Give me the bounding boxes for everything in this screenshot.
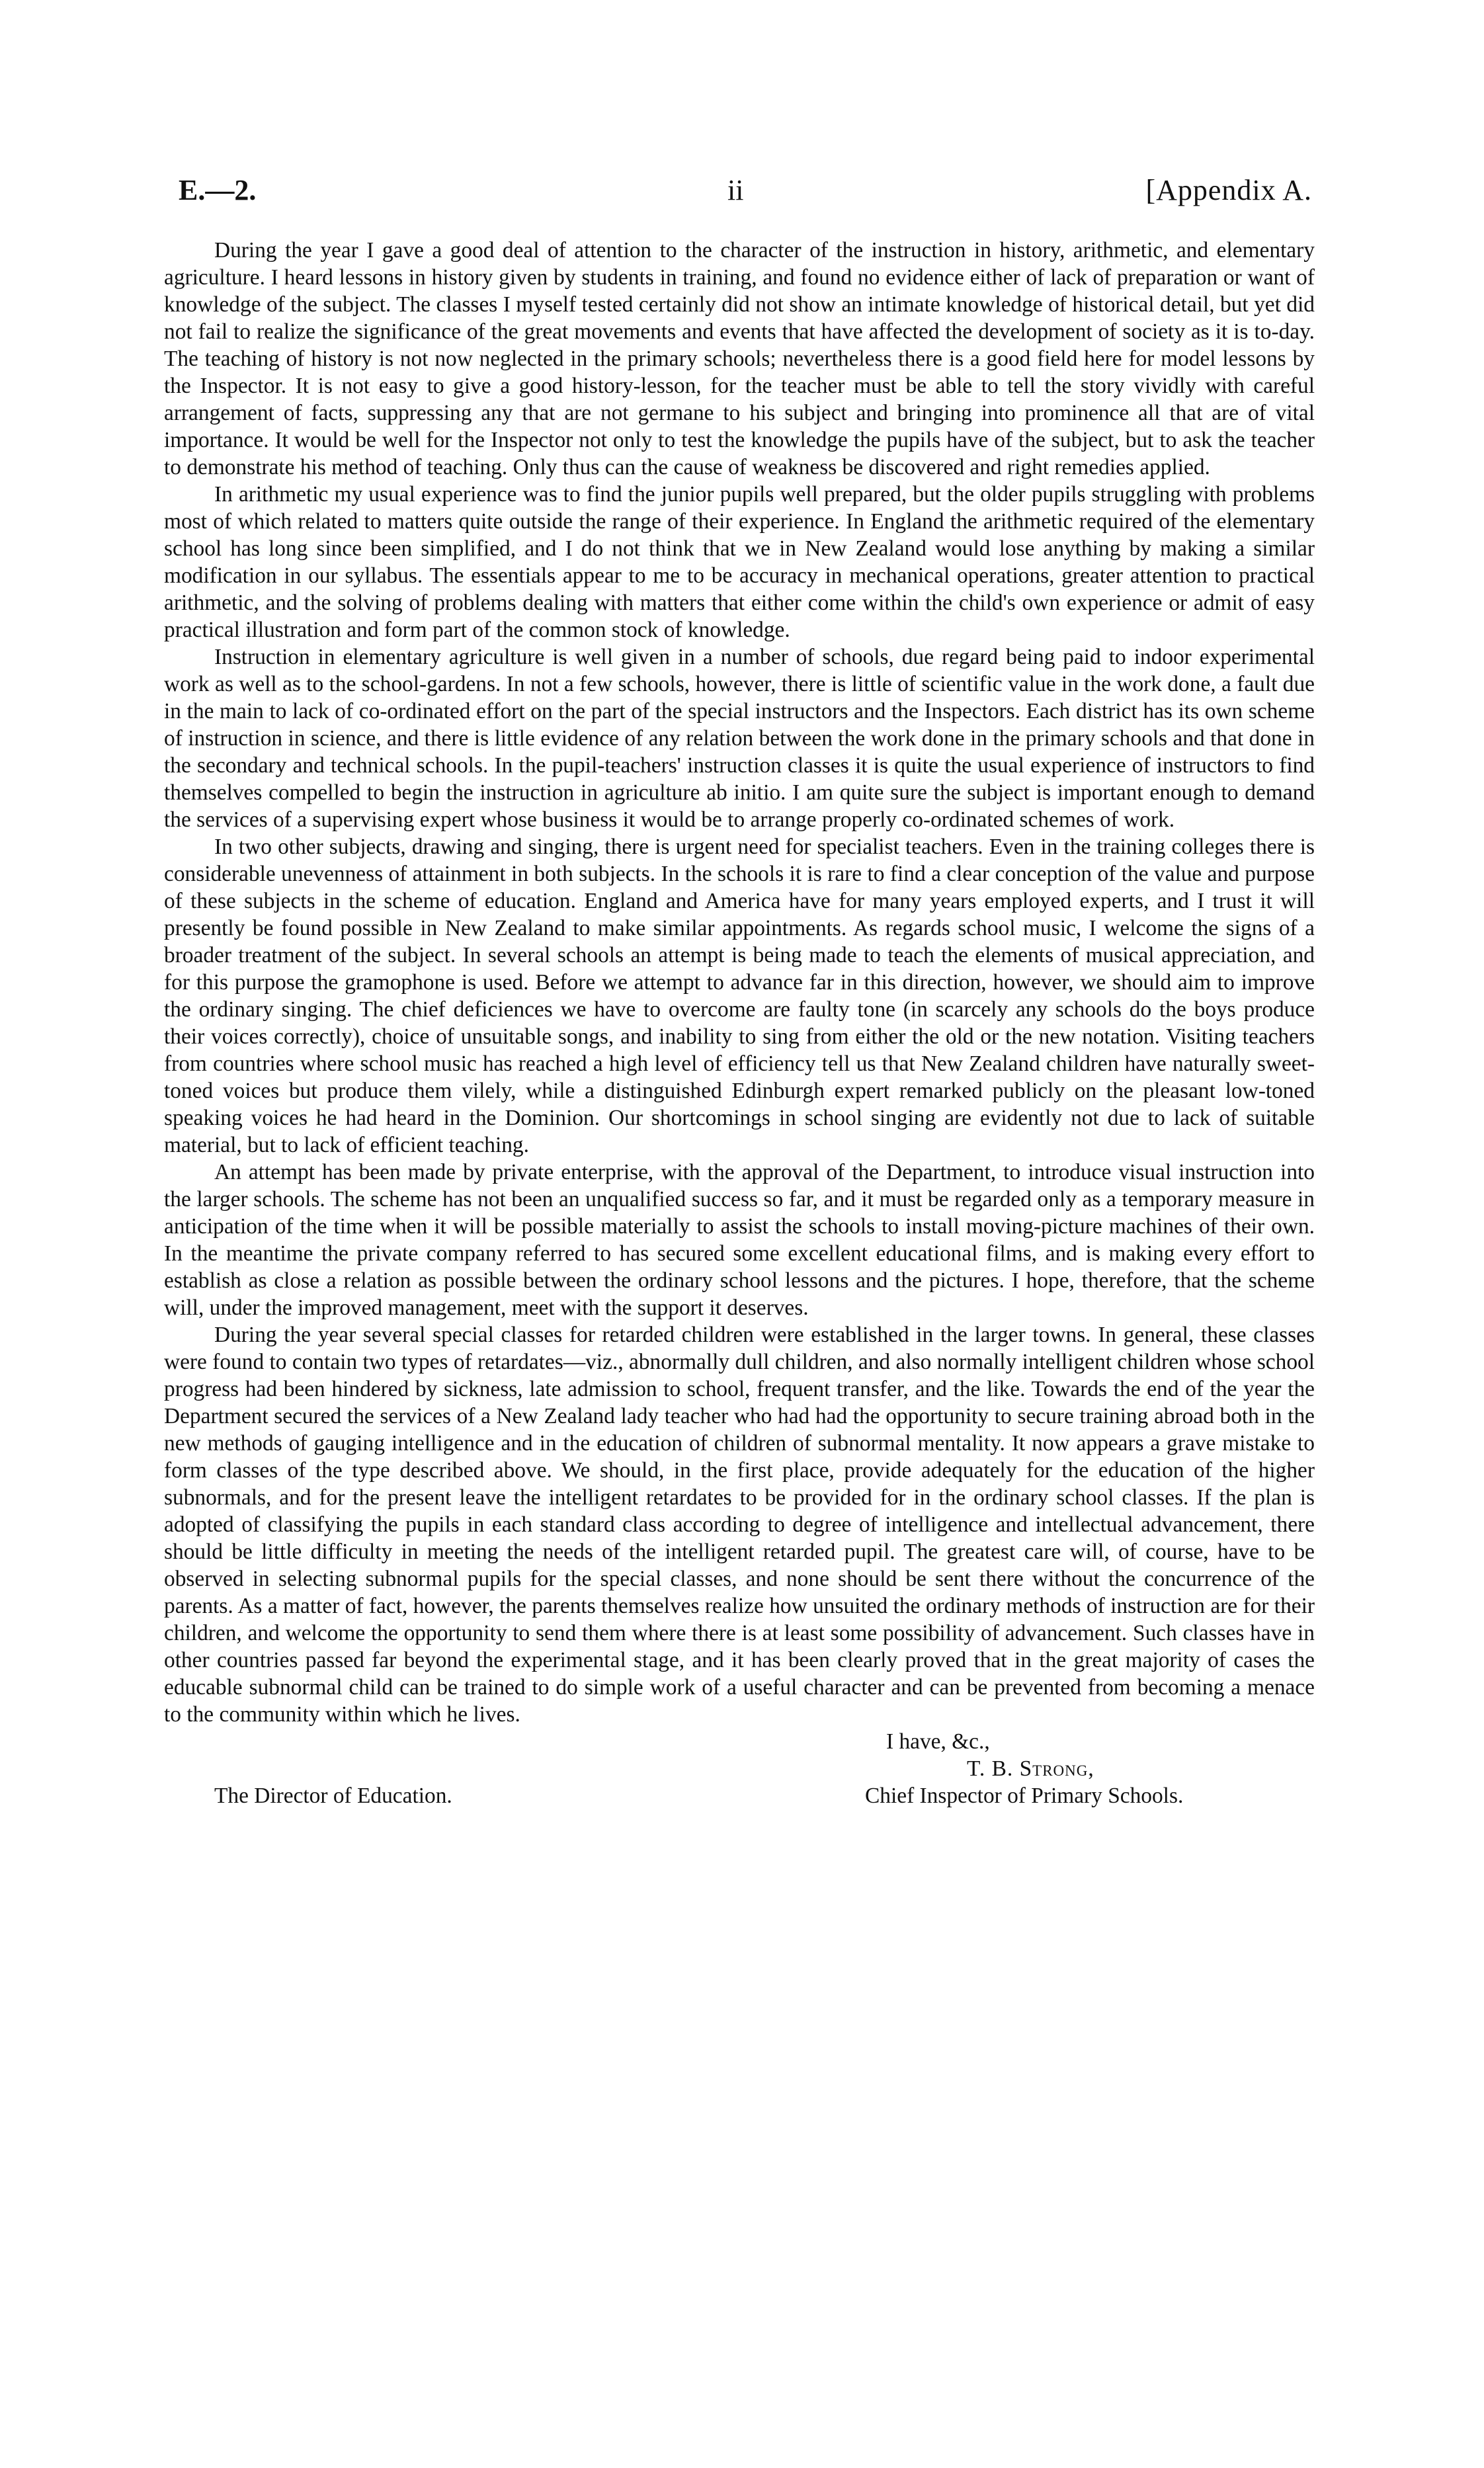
- paragraph-agriculture: Instruction in elementary agriculture is well given in a number of schools, due regard being paid to indoor experimental work as well as to the school-gardens. In not a few schools, however, there is little of scientific value in the work done, a fault due in the main to lack of co-ordinated effort on the part of the special instructors and the Inspectors. Each district has its own scheme of instruction in science, and there is little evidence of any relation between the work done in the primary schools and that done in the secondary and technical schools. In the pupil-teachers' instruction classes it is quite the usual experience of instructors to find themselves compelled to begin the instruction in agriculture ab initio. I am quite sure the subject is important enough to demand the services of a supervising expert whose business it would be to arrange properly co-ordinated schemes of work.: [164, 645, 1315, 832]
- report-code: E.—2.: [179, 174, 257, 206]
- document-page: [164, 173, 1315, 1834]
- paragraph-special-classes: During the year several special classes for retarded children were established in the larger towns. In general, these classes were found to contain two types of retardates—viz., abnormally dull children, and also normally intelligent children whose school progress had been hindered by sickness, late admission to school, frequent transfer, and the like. Towards the end of the year the Department secured the services of a New Zealand lady teacher who had had the opportunity to secure training abroad both in the new methods of gauging intelligence and in the education of children of subnormal mentality. It now appears a grave mistake to form classes of the type described above. We should, in the first place, provide adequately for the education of the higher subnormals, and for the present leave the intelligent retardates to be provided for in the ordinary school classes. If the plan is adopted of classifying the pupils in each standard class according to degree of intelligence and intellectual advancement, there should be little difficulty in meeting the needs of the intelligent retarded pupil. The greatest care will, of course, have to be observed in selecting subnormal pupils for the special classes, and none should be sent there without the concurrence of the parents. As a matter of fact, however, the parents themselves realize how unsuited the ordinary methods of instruction are for their children, and welcome the opportunity to send them where there is at least some possibility of advancement. Such classes have in other countries passed far beyond the experimental stage, and it has been clearly proved that in the great majority of cases the educable subnormal child can be trained to do simple work of a useful character and can be prevented from becoming a menace to the community within which he lives.: [164, 1323, 1315, 1727]
- signatory-name: T. B. Strong,: [967, 1756, 1094, 1781]
- signatory-title: Chief Inspector of Primary Schools.: [865, 1784, 1184, 1808]
- paragraph-visual-instruction: An attempt has been made by private enterprise, with the approval of the Department, to introduce visual instruction into the larger schools. The scheme has not been an unqualified success so far, and it must be regarded only as a temporary measure in anticipation of the time when it will be possible materially to assist the schools to install moving-picture machines of their own. In the meantime the private company referred to has secured some excellent educational films, and is making every effort to establish as close a relation as possible between the ordinary school lessons and the pictures. I hope, therefore, that the scheme will, under the improved management, meet with the support it deserves.: [164, 1160, 1315, 1320]
- page-number: ii: [727, 174, 744, 206]
- page-header: [164, 173, 1315, 220]
- letter-closing: [164, 1728, 1315, 1834]
- report-body: [164, 237, 1315, 1728]
- paragraph-history: During the year I gave a good deal of attention to the character of the instruction in history, arithmetic, and elementary agriculture. I heard lessons in history given by students in training, and found no evidence either of lack of preparation or want of knowledge of the subject. The classes I myself tested certainly did not show an intimate knowledge of historical detail, but yet did not fail to realize the significance of the great movements and events that have affected the development of society as it is to-day. The teaching of history is not now neglected in the primary schools; nevertheless there is a good field here for model lessons by the Inspector. It is not easy to give a good history-lesson, for the teacher must be able to tell the story vividly with careful arrangement of facts, suppressing any that are not germane to his subject and bringing into prominence all that are of vital importance. It would be well for the Inspector not only to test the knowledge the pupils have of the subject, but to ask the teacher to demonstrate his method of teaching. Only thus can the cause of weakness be discovered and right remedies applied.: [164, 238, 1315, 479]
- appendix-label: [Appendix A.: [1145, 174, 1312, 206]
- paragraph-drawing-singing: In two other subjects, drawing and singing, there is urgent need for specialist teachers. Even in the training colleges there is considerable unevenness of attainment in both subjects. In the schools it is rare to find a clear conception of the value and purpose of these subjects in the scheme of education. England and America have for many years employed experts, and I trust it will presently be found possible in New Zealand to make similar appointments. As regards school music, I welcome the signs of a broader treatment of the subject. In several schools an attempt is being made to teach the elements of musical appreciation, and for this purpose the gramophone is used. Before we attempt to advance far in this direction, however, we should aim to improve the ordinary singing. The chief deficiences we have to overcome are faulty tone (in scarcely any schools do the boys produce their voices correctly), choice of unsuitable songs, and inability to sing from either the old or the new notation. Visiting teachers from countries where school music has reached a high level of efficiency tell us that New Zealand children have naturally sweet-toned voices but produce them vilely, while a distinguished Edinburgh expert remarked publicly on the pleasant low-toned speaking voices he had heard in the Dominion. Our shortcomings in school singing are evidently not due to lack of suitable material, but to lack of efficient teaching.: [164, 835, 1315, 1157]
- recipient: The Director of Education.: [214, 1784, 452, 1808]
- valediction: I have, &c.,: [886, 1729, 990, 1754]
- paragraph-arithmetic: In arithmetic my usual experience was to find the junior pupils well prepared, but the older pupils struggling with problems most of which related to matters quite outside the range of their experience. In England the arithmetic required of the elementary school has long since been simplified, and I do not think that we in New Zealand would lose anything by making a similar modification in our syllabus. The essentials appear to me to be accuracy in mechanical operations, greater attention to practical arithmetic, and the solving of problems dealing with matters that either come within the child's own experience or admit of easy practical illustration and form part of the common stock of knowledge.: [164, 482, 1315, 642]
